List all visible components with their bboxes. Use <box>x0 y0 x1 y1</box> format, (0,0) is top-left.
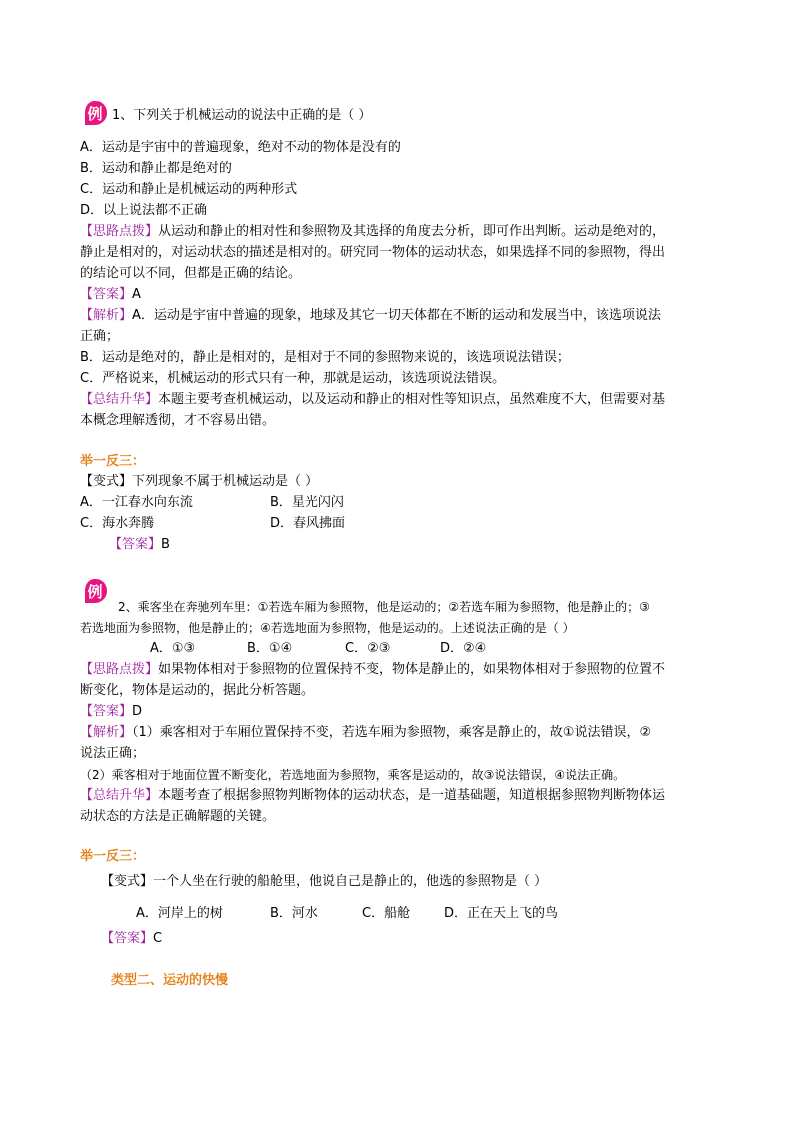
answer-tag: 【答案】 <box>80 287 133 302</box>
explain-line: 说法正确； <box>80 746 146 761</box>
analysis-line: 的结论可以不同，但都是正确的结论。 <box>80 266 302 281</box>
analysis-tag: 【思路点拨】 <box>80 224 159 239</box>
summary-tag: 【总结升华】 <box>80 788 159 803</box>
example2-answer <box>80 702 142 722</box>
practice2-option-b: B．河水 <box>270 906 318 921</box>
explain-line: C．严格说来，机械运动的形式只有一种，那就是运动，该选项说法错误。 <box>80 371 506 386</box>
example2-question-line: 2、乘客坐在奔驰列车里：①若选车厢为参照物，他是运动的；②若选车厢为参照物，他是静止的；③ <box>118 600 650 614</box>
example1-option-b: B．运动和静止都是绝对的 <box>80 161 232 176</box>
answer-tag: 【答案】 <box>109 537 162 552</box>
practice1-variant <box>80 472 318 492</box>
example1-summary <box>80 390 665 410</box>
analysis-line: 断变化，物体是运动的，据此分析答题。 <box>80 683 315 698</box>
practice2-variant <box>101 872 547 892</box>
variant-question: 下列现象不属于机械运动是（ ） <box>132 474 319 489</box>
summary-line: 本概念理解透彻，才不容易出错。 <box>80 413 276 428</box>
practice2-answer <box>101 929 162 949</box>
example1-answer <box>80 285 141 305</box>
variant-tag: 【变式】 <box>101 874 154 889</box>
variant-tag: 【变式】 <box>80 474 133 489</box>
analysis-tag: 【思路点拨】 <box>80 662 159 677</box>
explain-line: A．运动是宇宙中普遍的现象，地球及其它一切天体都在不断的运动和发展当中，该选项说法 <box>132 308 661 323</box>
example2-option-a: A．①③ <box>150 641 196 656</box>
practice2-option-d: D．正在天上飞的鸟 <box>444 906 559 921</box>
answer-value: D <box>132 704 143 719</box>
practice2-option-a: A．河岸上的树 <box>136 906 223 921</box>
example2-analysis <box>80 660 665 680</box>
explain-line: （1）乘客相对于车厢位置保持不变，若选车厢为参照物，乘客是静止的，故①说法错误，② <box>132 725 652 740</box>
example-badge-icon <box>82 578 108 604</box>
variant-question: 一个人坐在行驶的船舱里，他说自己是静止的，他选的参照物是（ ） <box>153 874 548 889</box>
summary-line: 本题考查了根据参照物判断物体的运动状态，是一道基础题，知道根据参照物判断物体运 <box>158 788 666 803</box>
practice-heading: 举一反三： <box>80 454 146 469</box>
explain-line: 正确； <box>80 329 120 344</box>
practice2-option-c: C．船舱 <box>362 906 411 921</box>
practice1-option-a: A．一江春水向东流 <box>80 495 193 510</box>
analysis-line: 静止是相对的，对运动状态的描述是相对的。研究同一物体的运动状态，如果选择不同的参照物，得出 <box>80 245 666 260</box>
practice1-option-d: D．春风拂面 <box>270 516 346 531</box>
analysis-line: 如果物体相对于参照物的位置保持不变，物体是静止的，如果物体相对于参照物的位置不 <box>158 662 666 677</box>
example2-summary <box>80 786 665 806</box>
example1-question: 1、下列关于机械运动的说法中正确的是（ ） <box>112 108 372 123</box>
answer-tag: 【答案】 <box>80 704 133 719</box>
svg-text:例: 例 <box>87 105 103 123</box>
example2-option-b: B．①④ <box>247 641 293 656</box>
explain-tag: 【解析】 <box>80 308 133 323</box>
explain-line: B．运动是绝对的，静止是相对的，是相对于不同的参照物来说的，该选项说法错误； <box>80 350 570 365</box>
explain-line: （2）乘客相对于地面位置不断变化，若选地面为参照物，乘客是运动的，故③说法错误，④说法正确。 <box>80 768 626 782</box>
example1-analysis <box>80 222 665 242</box>
example1-option-c: C．运动和静止是机械运动的两种形式 <box>80 182 298 197</box>
example2-option-d: D．②④ <box>440 641 487 656</box>
practice1-option-c: C．海水奔腾 <box>80 516 155 531</box>
summary-line: 动状态的方法是正确解题的关键。 <box>80 809 276 824</box>
practice-heading: 举一反三： <box>80 849 146 864</box>
example2-question-line: 若选地面为参照物，他是静止的；④若选地面为参照物，他是运动的。上述说法正确的是（ ） <box>80 621 575 635</box>
summary-tag: 【总结升华】 <box>80 392 159 407</box>
answer-value: A <box>132 287 141 302</box>
example1-option-d: D．以上说法都不正确 <box>80 203 208 218</box>
practice1-option-b: B．星光闪闪 <box>270 495 344 510</box>
answer-value: C <box>153 931 163 946</box>
example2-option-c: C．②③ <box>345 641 391 656</box>
section-heading: 类型二、运动的快慢 <box>111 973 229 988</box>
example2-explain <box>80 723 651 743</box>
summary-line: 本题主要考查机械运动，以及运动和静止的相对性等知识点，虽然难度不大，但需要对基 <box>158 392 666 407</box>
example1-explain <box>80 306 661 326</box>
answer-value: B <box>161 537 170 552</box>
answer-tag: 【答案】 <box>101 931 154 946</box>
analysis-line: 从运动和静止的相对性和参照物及其选择的角度去分析，即可作出判断。运动是绝对的， <box>158 224 666 239</box>
practice1-answer <box>109 535 170 555</box>
example1-option-a: A．运动是宇宙中的普遍现象，绝对不动的物体是没有的 <box>80 140 401 155</box>
example-badge-icon <box>82 100 108 126</box>
explain-tag: 【解析】 <box>80 725 133 740</box>
svg-text:例: 例 <box>87 583 103 601</box>
